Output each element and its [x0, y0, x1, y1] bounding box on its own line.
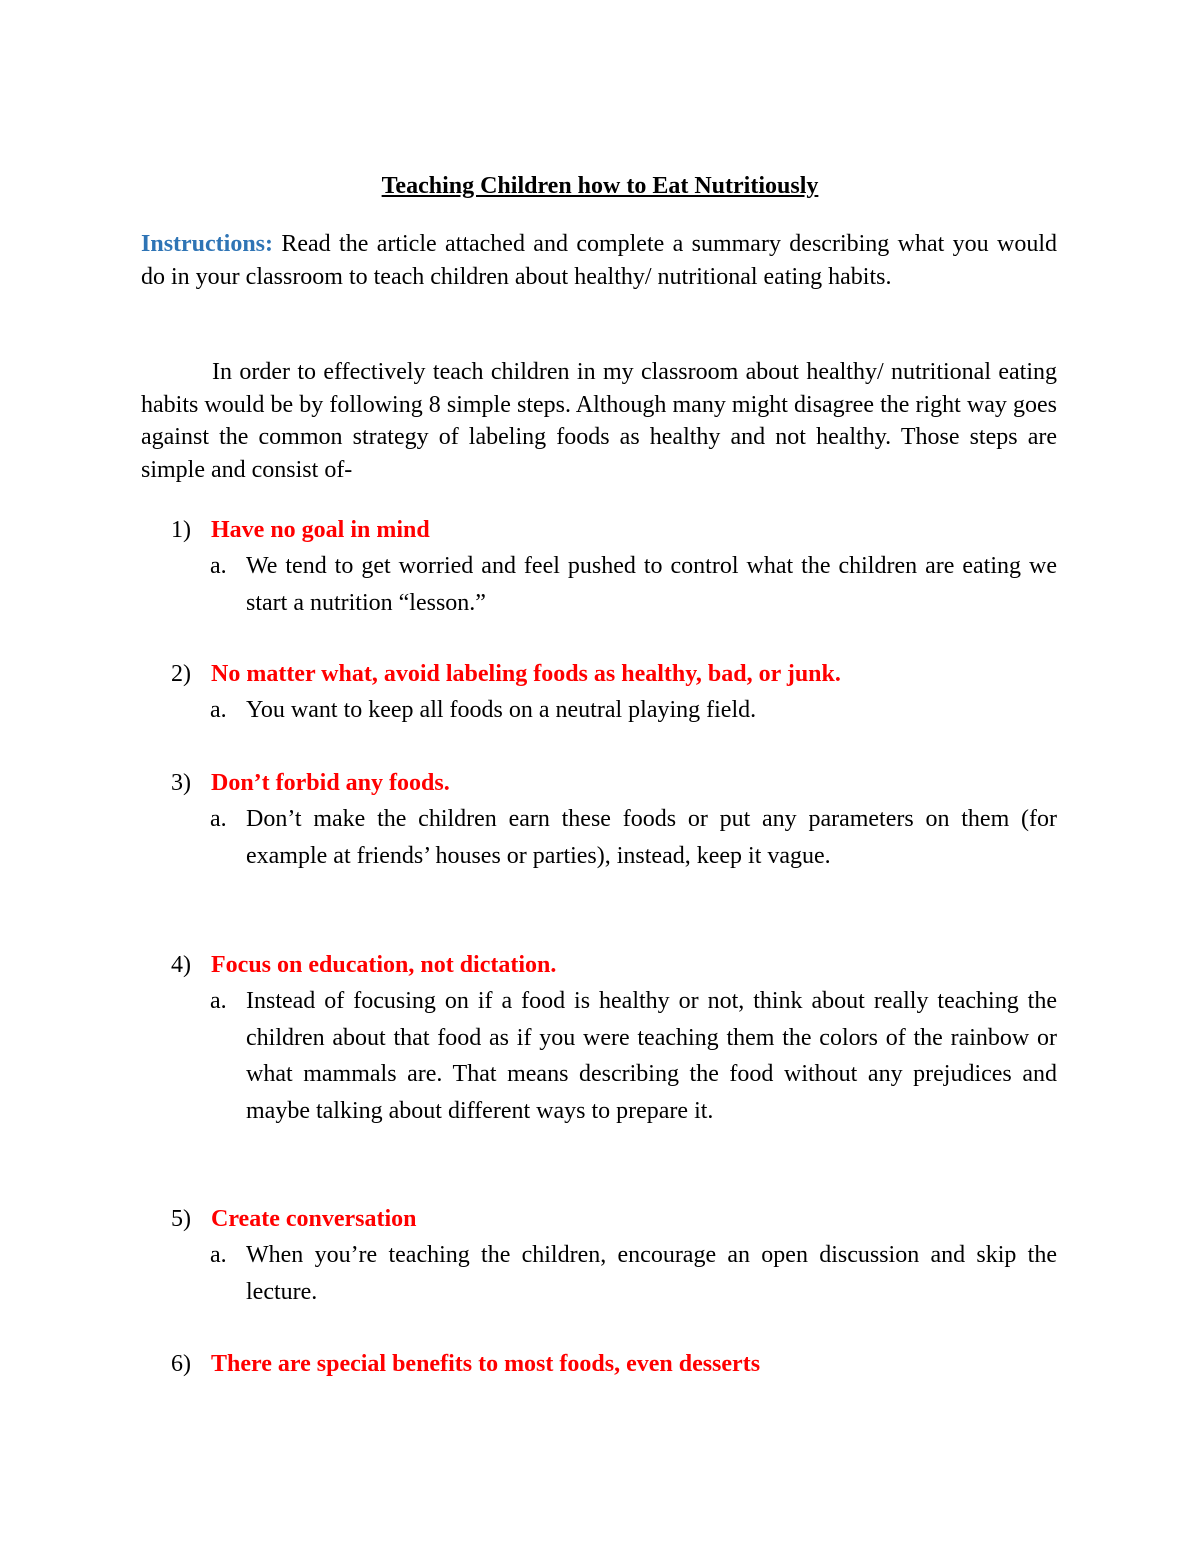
- instructions-label: Instructions:: [141, 231, 274, 257]
- step-heading: No matter what, avoid labeling foods as healthy, bad, or junk.: [211, 661, 841, 687]
- instructions-paragraph: [141, 228, 1057, 293]
- step-heading: Create conversation: [211, 1206, 417, 1232]
- step-detail-letter: a.: [210, 553, 227, 579]
- document-title: Teaching Children how to Eat Nutritiously: [381, 173, 819, 199]
- step-number: 4): [171, 952, 191, 978]
- intro-paragraph: In order to effectively teach children in my classroom about healthy/ nutritional eating habits would be by following 8 simple steps. Although many might disagree the right way goes against the common strategy of labeling foods as healthy and not healthy. Those steps are simple and consist of-: [141, 359, 1057, 483]
- step-number: 2): [171, 661, 191, 687]
- step-detail-text: When you’re teaching the children, encourage an open discussion and skip the lecture.: [246, 1242, 1057, 1305]
- step-detail: [210, 1237, 1057, 1310]
- step-heading: Have no goal in mind: [211, 517, 430, 543]
- instructions-text: Read the article attached and complete a summary describing what you would do in your classroom to teach children about healthy/ nutritional eating habits.: [141, 231, 1057, 290]
- step-heading: There are special benefits to most foods, even desserts: [211, 1351, 761, 1377]
- step-detail-text: You want to keep all foods on a neutral playing field.: [246, 697, 757, 723]
- step-number: 6): [171, 1351, 191, 1377]
- step-number: 1): [171, 517, 191, 543]
- step-heading: Focus on education, not dictation.: [211, 952, 557, 978]
- step-number: 5): [171, 1206, 191, 1232]
- step-detail: [210, 983, 1057, 1129]
- step-detail-letter: a.: [210, 806, 227, 832]
- step-detail-text: We tend to get worried and feel pushed to control what the children are eating we start a nutrition “lesson.”: [246, 553, 1057, 616]
- step-heading: Don’t forbid any foods.: [211, 770, 450, 796]
- step-detail-letter: a.: [210, 697, 227, 723]
- step-detail-letter: a.: [210, 988, 227, 1014]
- step-detail-text: Don’t make the children earn these foods or put any parameters on them (for example at friends’ houses or parties), instead, keep it vague.: [246, 806, 1057, 869]
- step-detail: [210, 548, 1057, 621]
- step-detail: [210, 801, 1057, 874]
- step-detail-letter: a.: [210, 1242, 227, 1268]
- step-number: 3): [171, 770, 191, 796]
- step-detail-text: Instead of focusing on if a food is healthy or not, think about really teaching the children about that food as if you were teaching them the colors of the rainbow or what mammals are. That means describing the food without any prejudices and maybe talking about different ways to prepare it.: [246, 988, 1057, 1124]
- step-detail: [210, 692, 1057, 729]
